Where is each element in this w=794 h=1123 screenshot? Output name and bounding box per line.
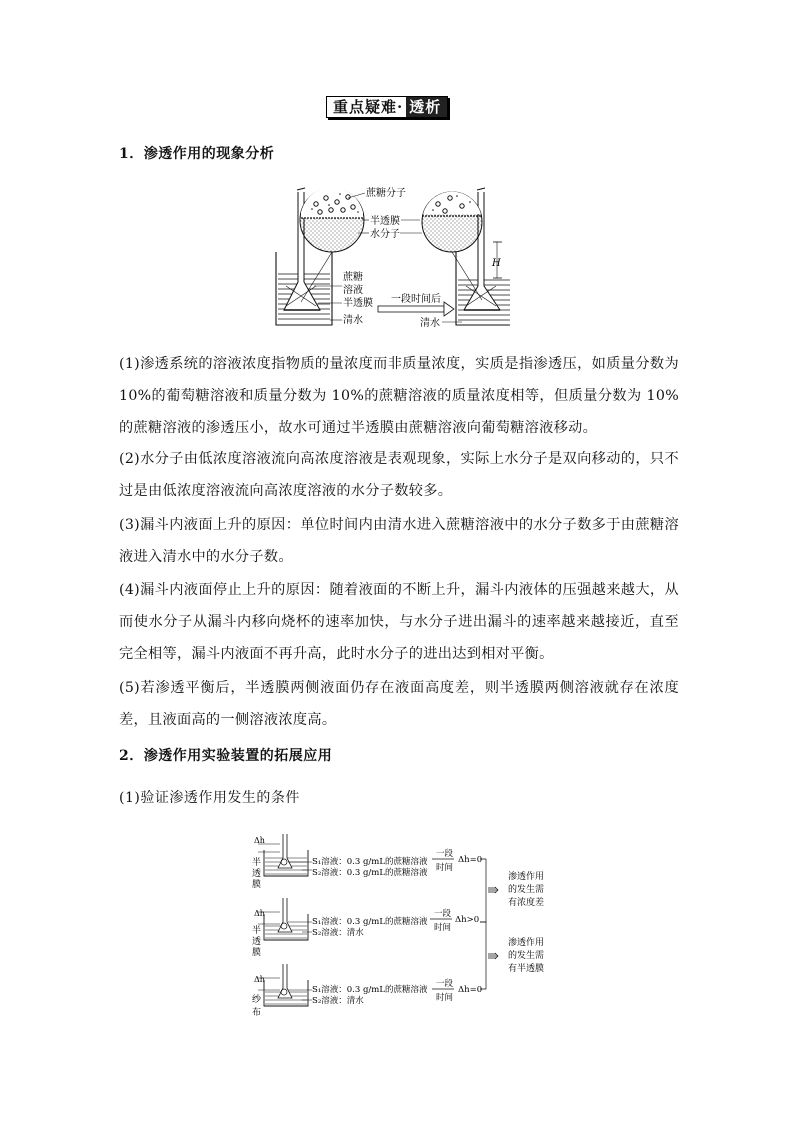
side-label-1c: 膜 [252,880,262,890]
side-label-2b: 透 [252,937,262,947]
banner-title: 重点疑难· [327,97,406,117]
section2-heading: 2．渗透作用实验装置的拓展应用 [119,748,333,764]
conclusion1-line1: 渗透作用 [508,872,545,882]
conclusion2-line3: 有半透膜 [508,964,545,974]
banner-title-highlight: 透析 [406,97,447,117]
conclusion2-line1: 渗透作用 [508,938,545,948]
side-label-1a: 半 [252,858,262,868]
arrow-bottom-3: 时间 [436,993,454,1003]
result-2: Δh>0 [455,915,480,925]
label-water-molecule: 水分子 [370,229,400,240]
setup-row-1 [252,834,482,890]
side-label-2c: 膜 [252,948,262,958]
side-label-1b: 透 [252,869,262,879]
delta-h-3: Δh [254,975,265,984]
section2-subheading: (1)验证渗透作用发生的条件 [119,790,300,806]
side-label-3a: 纱 [252,995,262,1005]
label-membrane-top: 半透膜 [370,216,400,227]
s2-label-2: S₂溶液：清水 [312,928,364,938]
bracket-1 [480,859,498,922]
label-sucrose-solution-2: 溶液 [343,285,363,296]
side-label-2a: 半 [252,926,262,936]
arrow-bottom-1: 时间 [436,863,454,873]
arrow-top-3: 一段 [436,979,454,989]
setup-row-2 [252,898,479,958]
conclusion1-line2: 的发生需 [508,885,545,895]
arrow-bottom-2: 时间 [434,923,452,933]
label-membrane-bottom: 半透膜 [343,298,373,309]
result-3: Δh=0 [458,985,483,995]
paragraph-5: (5)若渗透平衡后，半透膜两侧液面仍存在液面高度差，则半透膜两侧溶液就存在浓度差，且液面高的一侧溶液浓度高。 [119,680,679,728]
label-water-left: 清水 [343,315,363,326]
section1-heading: 1．渗透作用的现象分析 [119,146,275,162]
arrow-top-1: 一段 [436,849,454,859]
label-h: H [492,258,501,269]
paragraph-4: (4)漏斗内液面停止上升的原因：随着液面的不断上升，漏斗内液体的压强越来越大，从而使水分子从漏斗内移向烧杯的速率加快，与水分子进出漏斗的速率越来越接近，直至完全相等，漏斗内液面不再升高，此时水分子的进出达到相对平衡。 [119,582,679,662]
osmosis-figure [270,182,510,332]
conclusion1-line3: 有浓度差 [508,898,545,908]
arrow-top-2: 一段 [434,909,452,919]
delta-h-1: Δh [254,836,265,845]
paragraph-3: (3)漏斗内液面上升的原因：单位时间内由清水进入蔗糖溶液中的水分子数多于由蔗糖溶液进入清水中的水分子数。 [119,517,679,565]
conclusion2-line2: 的发生需 [508,951,545,961]
side-label-3b: 布 [252,1008,262,1018]
section-banner [326,96,448,118]
label-water-right: 清水 [420,318,440,329]
s1-label-1: S₁溶液：0.3 g/mL的蔗糖溶液 [312,857,428,867]
paragraph-2: (2)水分子由低浓度溶液流向高浓度溶液是表观现象，实际上水分子是双向移动的，只不过是由低浓度溶液流向高浓度溶液的水分子数较多。 [119,451,679,499]
s1-label-3: S₁溶液：0.3 g/mL的蔗糖溶液 [312,985,428,995]
label-sucrose-solution-1: 蔗糖 [343,272,363,283]
s1-label-2: S₁溶液：0.3 g/mL的蔗糖溶液 [312,917,428,927]
label-sucrose-molecule: 蔗糖分子 [366,188,406,199]
paragraph-1: (1)渗透系统的溶液浓度指物质的量浓度而非质量浓度，实质是指渗透压，如质量分数为 10%的葡萄糖溶液和质量分数为 10%的蔗糖溶液的质量浓度相等，但质量分数为 10%的蔗糖溶液的渗透压小，故水可通过半透膜由蔗糖溶液向葡萄糖溶液移动。 [119,356,679,436]
result-1: Δh=0 [458,855,483,865]
delta-h-2: Δh [254,909,265,918]
right-magnified-circle [422,192,482,300]
s2-label-3: S₂溶液：清水 [312,996,364,1006]
label-time: 一段时间后 [391,294,441,305]
s2-label-1: S₂溶液：0.3 g/mL的蔗糖溶液 [312,868,428,878]
setup-row-3 [252,964,482,1018]
bracket-2 [480,922,498,989]
osmosis-conditions-figure [250,832,570,1022]
